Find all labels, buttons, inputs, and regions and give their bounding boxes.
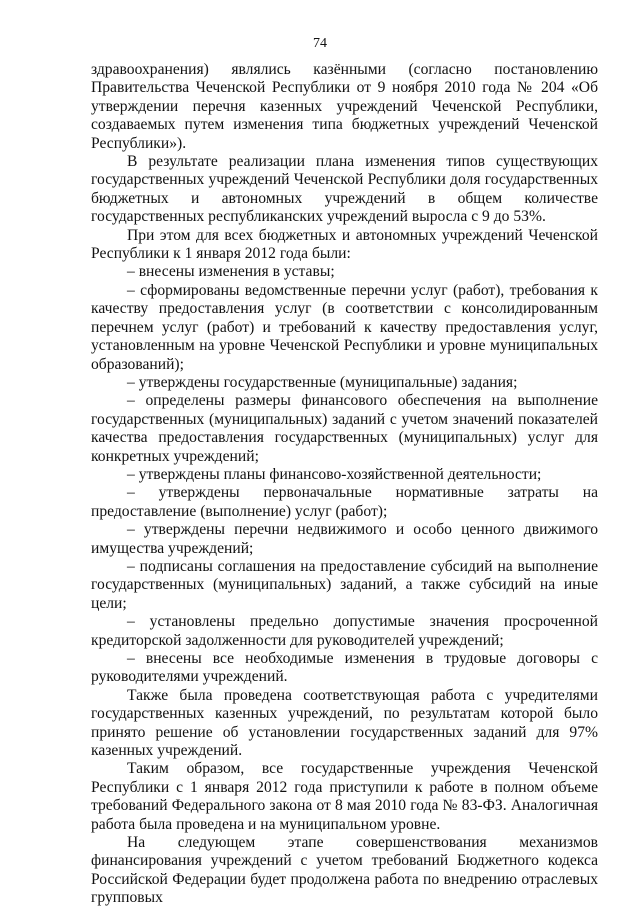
list-item-subsidy-agreements: – подписаны соглашения на предоставление субсидий на выполнение государственных (муниципальных) заданий, а также субсидий на иные цели; xyxy=(91,557,598,612)
list-item-property-lists: – утверждены перечни недвижимого и особо ценного движимого имущества учреждений; xyxy=(91,521,598,557)
paragraph-next-stage: На следующем этапе совершенствования механизмов финансирования учреждений с учетом требований Бюджетного кодекса Российской Федерации будет продолжена работа по внедрению отраслевых групповых xyxy=(91,834,598,907)
list-item-normative-costs: – утверждены первоначальные нормативные затраты на предоставление (выполнение) услуг (работ); xyxy=(91,484,598,520)
paragraph-conclusion: Таким образом, все государственные учреждения Чеченской Республики с 1 января 2012 года приступили к работе в полном объеме требований Федерального закона от 8 мая 2010 года № 83-ФЗ. Аналогичная работа была проведена и на муниципальном уровне. xyxy=(91,760,598,833)
list-item-plans: – утверждены планы финансово-хозяйственной деятельности; xyxy=(127,465,542,483)
paragraph-state-institutions: Также была проведена соответствующая работа с учредителями государственных казенных учреждений, по результатам которой было принято решение об установлении государственных заданий для 97% казенных учреждений. xyxy=(91,686,598,760)
list-item-debt-limits: – установлены предельно допустимые значения просроченной кредиторской задолженности для руководителей учреждений; xyxy=(91,613,598,649)
paragraph-reform-result: В результате реализации плана изменения типов существующих государственных учреждений Чеченской Республики доля государственных бюджетных и автономных учреждений в общем количестве государственных республиканских учреждений выросла с 9 до 53%. xyxy=(91,153,598,226)
paragraph-continuation: здравоохранения) являлись казёнными (согласно постановлению Правительства Чеченской Республики от 9 ноября 2010 года № 204 «Об утверждении перечня казенных учреждений Чеченской Республики, создаваемых путем изменения типа бюджетных учреждений Чеченской Республики»). xyxy=(91,61,598,152)
list-item-labor-contracts: – внесены все необходимые изменения в трудовые договоры с руководителями учреждений. xyxy=(91,650,598,686)
list-item-charters: – внесены изменения в уставы; xyxy=(127,263,335,281)
list-item-service-lists: – сформированы ведомственные перечни услуг (работ), требования к качеству предоставления услуг (в соответствии с консолидированным перечнем услуг (работ) и требований к качеству предоставления услуг, установленным на уровне Чеченской Республики и уровне муниципальных образований); xyxy=(91,281,598,373)
list-item-financing: – определены размеры финансового обеспечения на выполнение государственных (муниципальных) заданий с учетом значений показателей качества предоставления государственных (муниципальных) услуг для конкретных учреждений; xyxy=(91,392,598,465)
list-item-assignments: – утверждены государственные (муниципальные) задания; xyxy=(127,373,518,391)
paragraph-intro-list: При этом для всех бюджетных и автономных учреждений Чеченской Республики к 1 января 2012 года были: xyxy=(91,226,598,263)
page-number: 74 xyxy=(313,36,327,51)
document-body xyxy=(91,61,598,908)
